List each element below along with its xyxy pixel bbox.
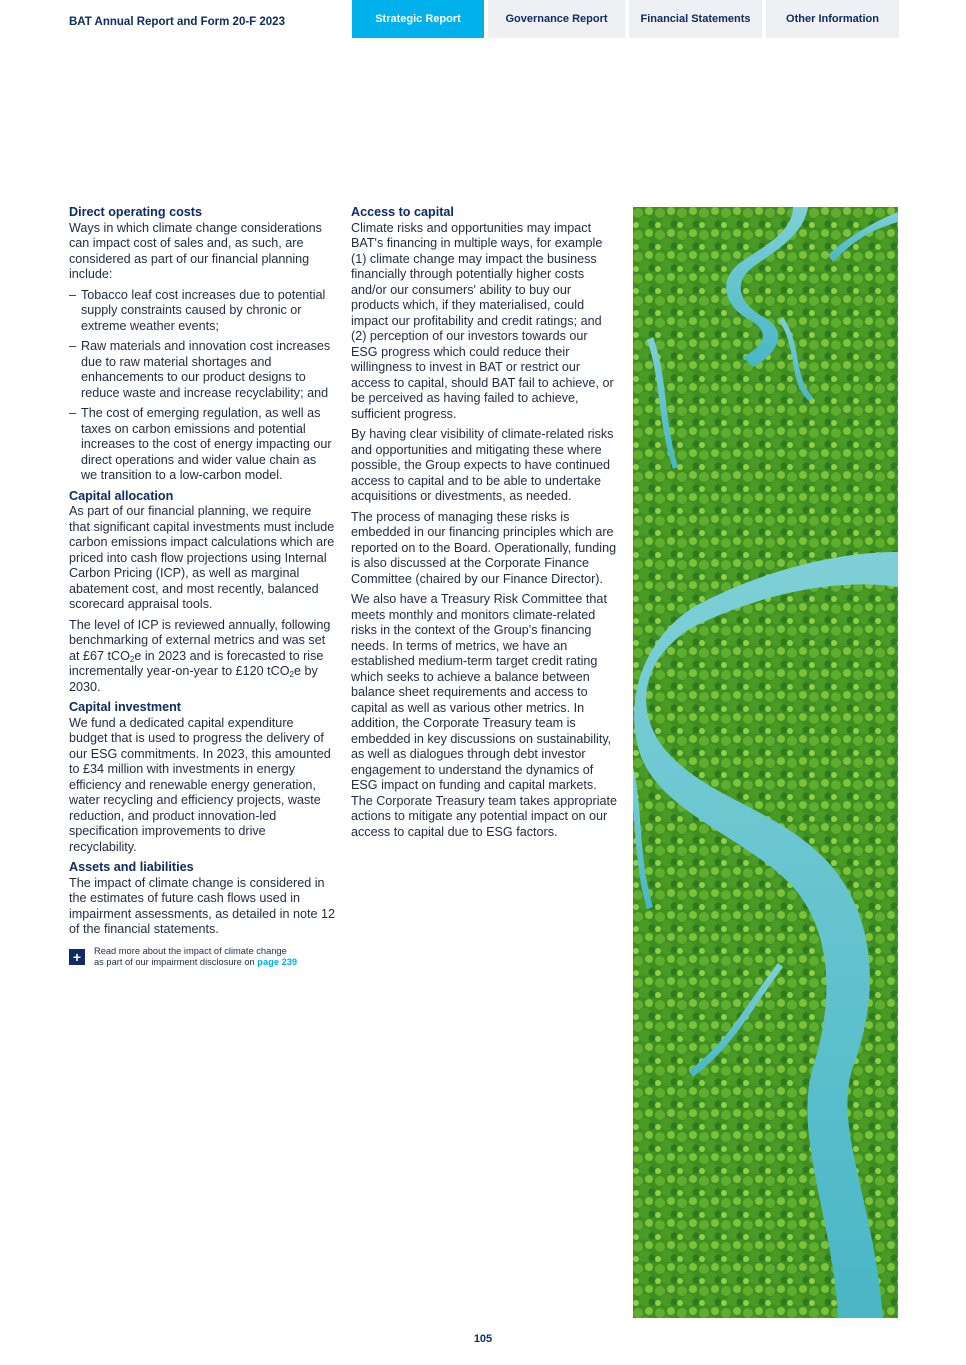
report-title: BAT Annual Report and Form 20-F 2023 bbox=[69, 16, 285, 28]
cost-bullet-list bbox=[69, 288, 335, 484]
plus-icon: + bbox=[69, 949, 85, 965]
access-paragraph-1: Climate risks and opportunities may impact BAT's financing in multiple ways, for example (1) climate change may impact the business financially through potentially higher costs and/or our consumers' ability to buy our products which, if they materialised, could impact our profitability and credit ratings; and (2) perception of our investors towards our ESG progress which could reduce their willingness to invest in BAT or restrict our access to capital, should BAT fail to achieve, or be perceived as having failed to achieve, sufficient progress. bbox=[351, 220, 614, 421]
capital-investment-paragraph: We fund a dedicated capital expenditure budget that is used to progress the delivery of our ESG commitments. In 2023, this amounted to £34 million with investments in energy efficiency and renewable energy generation, water recycling and efficiency projects, waste reduction, and product innovation-led specification improvements to drive recyclability. bbox=[69, 715, 331, 854]
direct-operating-costs-intro: Ways in which climate change considerations can impact cost of sales and, as such, are considered as part of our financial planning include: bbox=[69, 220, 322, 281]
list-item: – Raw materials and innovation cost increases due to raw material shortages and enhancements to our product designs to reduce waste and increase recyclability; and bbox=[69, 339, 335, 401]
assets-liabilities-heading: Assets and liabilities bbox=[69, 860, 194, 874]
direct-operating-costs-heading: Direct operating costs bbox=[69, 205, 202, 219]
list-item: – Tobacco leaf cost increases due to potential supply constraints caused by chronic or extreme weather events; bbox=[69, 288, 335, 335]
read-more-text: Read more about the impact of climate change as part of our impairment disclosure on page 239 bbox=[94, 945, 298, 967]
aerial-river-forest-photo bbox=[633, 207, 898, 1318]
left-column bbox=[69, 205, 335, 969]
icp-paragraph: The level of ICP is reviewed annually, following benchmarking of external metrics and was set at £67 tCO$_2$e in 2023 and is forecasted to rise incrementally year-on-year to £120 tCO$_2$e by 2030. bbox=[69, 617, 331, 694]
tab-other-information[interactable]: Other Information bbox=[766, 0, 899, 38]
tab-governance-report[interactable]: Governance Report bbox=[488, 0, 625, 38]
access-paragraph-2: By having clear visibility of climate-related risks and opportunities and mitigating these where possible, the Group expects to have continued access to capital and to be able to undertake acquisitions or divestments, as needed. bbox=[351, 427, 614, 503]
middle-column bbox=[351, 205, 617, 845]
page-number: 105 bbox=[473, 1333, 493, 1345]
capital-allocation-paragraph: As part of our financial planning, we require that significant capital investments must include carbon emissions impact calculations which are priced into cash flow projections using Internal Carbon Pricing (ICP), as well as marginal abatement cost, and most recently, balanced scorecard appraisal tools. bbox=[69, 504, 335, 611]
tab-strategic-report[interactable]: Strategic Report bbox=[352, 0, 484, 38]
assets-liabilities-paragraph: The impact of climate change is considered in the estimates of future cash flows used in impairment assessments, as detailed in note 12 of the financial statements. bbox=[69, 875, 336, 936]
list-item: – The cost of emerging regulation, as well as taxes on carbon emissions and potential increases to the cost of energy impacting our direct operations and wider value chain as we transition to a low-carbon model. bbox=[69, 406, 335, 484]
section-tabs bbox=[352, 0, 899, 38]
access-paragraph-3: The process of managing these risks is embedded in our financing principles which are reported on to the Board. Operationally, funding is also discussed at the Corporate Finance Committee (chaired by our Finance Director). bbox=[351, 509, 617, 586]
access-to-capital-heading: Access to capital bbox=[351, 205, 454, 219]
capital-allocation-heading: Capital allocation bbox=[69, 488, 174, 503]
capital-investment-heading: Capital investment bbox=[69, 700, 181, 714]
tab-financial-statements[interactable]: Financial Statements bbox=[629, 0, 762, 38]
access-paragraph-4: We also have a Treasury Risk Committee that meets monthly and monitors climate-related risks in the context of the Group's financing needs. In terms of metrics, we have an established medium-term target credit rating which seeks to achieve a balance between balance sheet requirements and access to capital as well as various other metrics. In addition, the Corporate Treasury team is embedded in key discussions on sustainability, as well as dialogues through debt investor engagement to understand the dynamics of ESG impact on funding and capital markets. The Corporate Treasury team takes appropriate actions to mitigate any potential impact on our access to capital due to ESG factors. bbox=[351, 592, 617, 839]
page-239-link[interactable]: page 239 bbox=[257, 957, 298, 967]
read-more-callout bbox=[69, 946, 335, 969]
